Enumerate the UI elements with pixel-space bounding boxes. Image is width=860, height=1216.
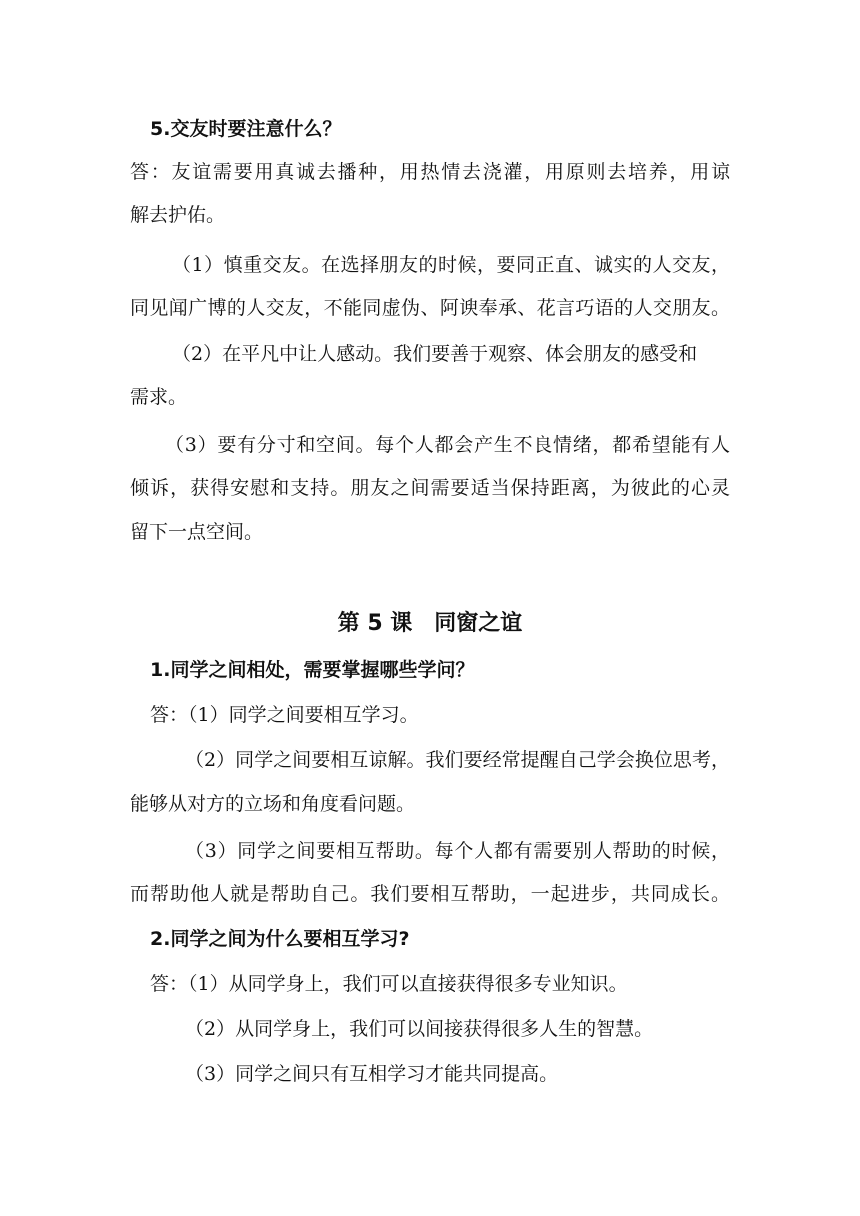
question-1-point-2-line-2: 能够从对方的立场和角度看问题。 [130, 793, 416, 815]
question-5-title: 5.交友时要注意什么？ [150, 118, 342, 140]
question-1-point-2-line-1: （2）同学之间要相互谅解。我们要经常提醒自己学会换位思考， [185, 749, 730, 771]
question-1-point-3-line-1: （3）同学之间要相互帮助。每个人都有需要别人帮助的时候， [185, 840, 730, 862]
question-2-point-2: （2）从同学身上，我们可以间接获得很多人生的智慧。 [185, 1018, 654, 1040]
point-3-line-2: 倾诉，获得安慰和支持。朋友之间需要适当保持距离，为彼此的心灵 [130, 477, 730, 499]
question-1-title: 1.同学之间相处，需要掌握哪些学问？ [150, 659, 475, 681]
point-1-line-2: 同见闻广博的人交友，不能同虚伪、阿谀奉承、花言巧语的人交朋友。 [130, 297, 730, 319]
question-5-answer-line-2: 解去护佑。 [130, 204, 226, 226]
point-1-line-1: （1）慎重交友。在选择朋友的时候，要同正直、诚实的人交友， [172, 254, 730, 276]
question-1-answer-line-1: 答：（1）同学之间要相互学习。 [150, 704, 419, 726]
point-2-line-1: （2）在平凡中让人感动。我们要善于观察、体会朋友的感受和 [172, 343, 698, 365]
lesson-title: 第 5 课 同窗之谊 [337, 611, 523, 636]
question-2-answer-line-1: 答：（1）从同学身上，我们可以直接获得很多专业知识。 [150, 973, 628, 995]
question-1-point-3-line-2: 而帮助他人就是帮助自己。我们要相互帮助，一起进步，共同成长。 [130, 883, 730, 905]
question-2-point-3: （3）同学之间只有互相学习才能共同提高。 [185, 1063, 559, 1085]
question-5-answer-line-1: 答：友谊需要用真诚去播种，用热情去浇灌，用原则去培养，用谅 [130, 161, 730, 183]
point-3-line-1: （3）要有分寸和空间。每个人都会产生不良情绪，都希望能有人 [165, 434, 730, 456]
point-2-line-2: 需求。 [130, 386, 188, 408]
point-3-line-3: 留下一点空间。 [130, 521, 264, 543]
question-2-title: 2.同学之间为什么要相互学习? [150, 928, 410, 950]
